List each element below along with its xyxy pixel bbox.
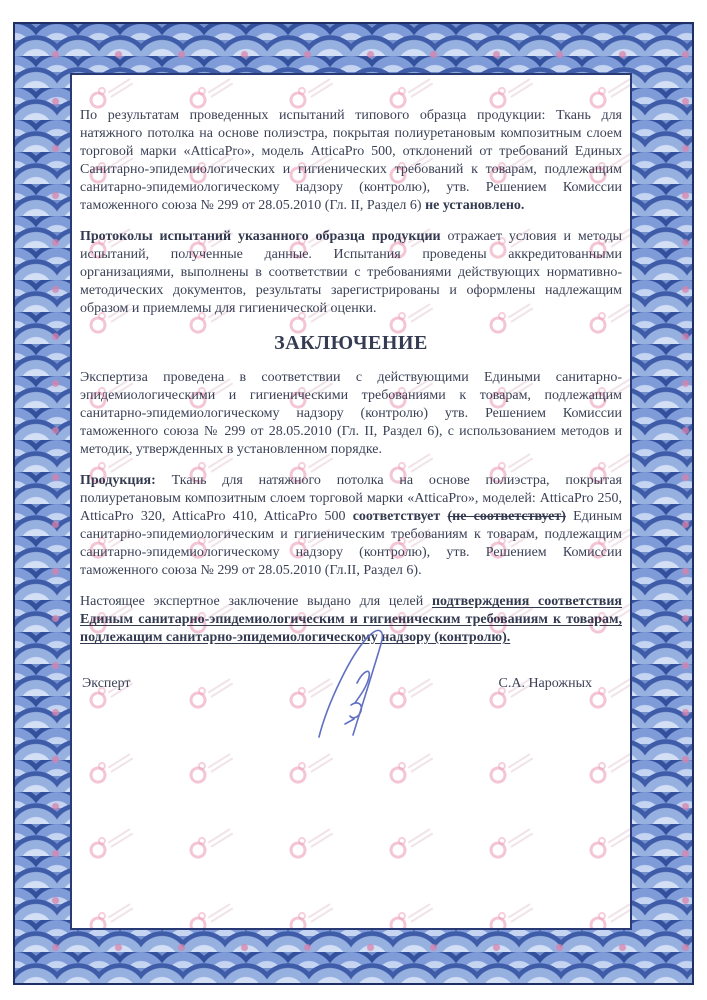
brand-watermark-icon [287, 826, 337, 862]
watermark-text-lines [506, 901, 535, 926]
watermark-text-lines [106, 901, 135, 926]
watermark-text-lines [206, 826, 235, 851]
brand-watermark-icon [387, 826, 437, 862]
verdict-complies: соответствует [352, 509, 448, 524]
brand-watermark-icon [587, 914, 610, 930]
test-results-verdict: не установлено. [425, 198, 525, 213]
watermark-text-lines [606, 901, 632, 926]
protocols-text: отражает условия и методы испытаний, полученные данные. Испытания проведены аккредитованными организациями, выполнены в соответствии с требованиями действующих нормативно-методических документов, результаты зарегистрированы и оформлены надлежащим образом и приемлемы для гигиенической оценки. [80, 229, 622, 316]
watermark-text-lines [606, 751, 632, 776]
watermark-text-lines [106, 826, 135, 851]
product-requirements-text: Единым санитарно-эпидемиологическим и гигиеническим требованиям к товарам, подлежащим санитарно-эпидемиологическому надзору (контролю), утв. Решением Комиссии таможенного союза № 299 от 28.05.2010 (Гл.II, Раздел 6). [80, 509, 623, 578]
brand-watermark-icon [187, 751, 237, 787]
expert-name: С.А. Нарожных [498, 676, 592, 691]
brand-watermark-icon [587, 751, 632, 787]
verdict-not-complies-struck: (не соответствует) [447, 509, 566, 524]
paragraph-expertise: Экспертиза проведена в соответствии с действующими Едиными санитарно-эпидемиологическими и гигиеническими требованиями к товарам, подлежащим санитарно-эпидемиологическому надзору (контролю) утв. Решением Комиссии таможенного союза № 299 от 28.05.2010 (Гл. II, Раздел 6), с использованием методов и методик, утвержденных в установленном порядке. [80, 370, 622, 457]
brand-watermark-icon [487, 901, 537, 930]
brand-watermark-icon [187, 826, 237, 862]
watermark-text-lines [206, 901, 235, 926]
brand-watermark-icon [87, 764, 110, 787]
brand-watermark-icon [187, 764, 210, 787]
watermark-text-lines [206, 751, 235, 776]
paragraph-product-verdict [80, 472, 622, 580]
brand-watermark-icon [87, 839, 110, 862]
brand-watermark-icon [87, 914, 110, 930]
brand-watermark-icon [87, 901, 137, 930]
watermark-text-lines [406, 751, 435, 776]
brand-watermark-icon [587, 764, 610, 787]
brand-watermark-icon [287, 901, 337, 930]
document-text [72, 75, 630, 693]
brand-watermark-icon [87, 826, 137, 862]
brand-watermark-icon [487, 839, 510, 862]
test-results-text: По результатам проведенных испытаний типового образца продукции: Ткань для натяжного потолка на основе полиэстра, покрытая полиуретановым композитным слоем торговой марки «AtticaPro», модель AtticaPro 500, отклонений от требований Единых Санитарно-эпидемиологических и гигиенических требований к товарам, подлежащим санитарно-эпидемиологическому надзору (контролю), утв. Решением Комиссии таможенного союза № 299 от 28.05.2010 (Гл. II, Раздел 6) [80, 108, 622, 213]
brand-watermark-icon [387, 751, 437, 787]
brand-watermark-icon [187, 839, 210, 862]
brand-watermark-icon [587, 839, 610, 862]
signature-row [80, 661, 622, 693]
watermark-text-lines [306, 901, 335, 926]
purpose-underlined: подтверждения соответствия Единым санитарно-эпидемиологическим и гигиеническим требованиям к товарам, подлежащим санитарно-эпидемиологическому надзору (контролю). [80, 594, 623, 645]
paragraph-test-results [80, 107, 622, 215]
paragraph-protocols [80, 228, 622, 318]
brand-watermark-icon [87, 751, 137, 787]
watermark-text-lines [306, 826, 335, 851]
brand-watermark-icon [387, 839, 410, 862]
brand-watermark-icon [287, 914, 310, 930]
brand-watermark-icon [387, 901, 437, 930]
product-label: Продукция: [80, 473, 156, 488]
purpose-text: Настоящее экспертное заключение выдано для целей [80, 594, 432, 609]
brand-watermark-icon [587, 826, 632, 862]
brand-watermark-icon [287, 751, 337, 787]
watermark-text-lines [106, 751, 135, 776]
watermark-text-lines [506, 751, 535, 776]
brand-watermark-icon [487, 826, 537, 862]
watermark-text-lines [506, 826, 535, 851]
brand-watermark-icon [187, 901, 237, 930]
expert-role-label: Эксперт [82, 676, 131, 691]
product-description: Ткань для натяжного потолка на основе полиэстра, покрытая полиуретановым композитным слоем торговой марки «AtticaPro», моделей: AtticaPro 250, AtticaPro 320, AtticaPro 410, AtticaPro 500 [80, 473, 622, 524]
watermark-text-lines [406, 901, 435, 926]
conclusion-heading: ЗАКЛЮЧЕНИЕ [274, 332, 428, 354]
watermark-text-lines [406, 826, 435, 851]
brand-watermark-icon [487, 914, 510, 930]
protocols-lead: Протоколы испытаний указанного образца продукции [80, 229, 441, 244]
brand-watermark-icon [287, 839, 310, 862]
brand-watermark-icon [487, 751, 537, 787]
watermark-text-lines [606, 826, 632, 851]
brand-watermark-icon [387, 914, 410, 930]
brand-watermark-icon [387, 764, 410, 787]
watermark-text-lines [306, 751, 335, 776]
brand-watermark-icon [487, 764, 510, 787]
brand-watermark-icon [587, 901, 632, 930]
paragraph-purpose [80, 593, 622, 647]
document-content-area [70, 73, 632, 930]
brand-watermark-icon [287, 764, 310, 787]
brand-watermark-icon [187, 914, 210, 930]
